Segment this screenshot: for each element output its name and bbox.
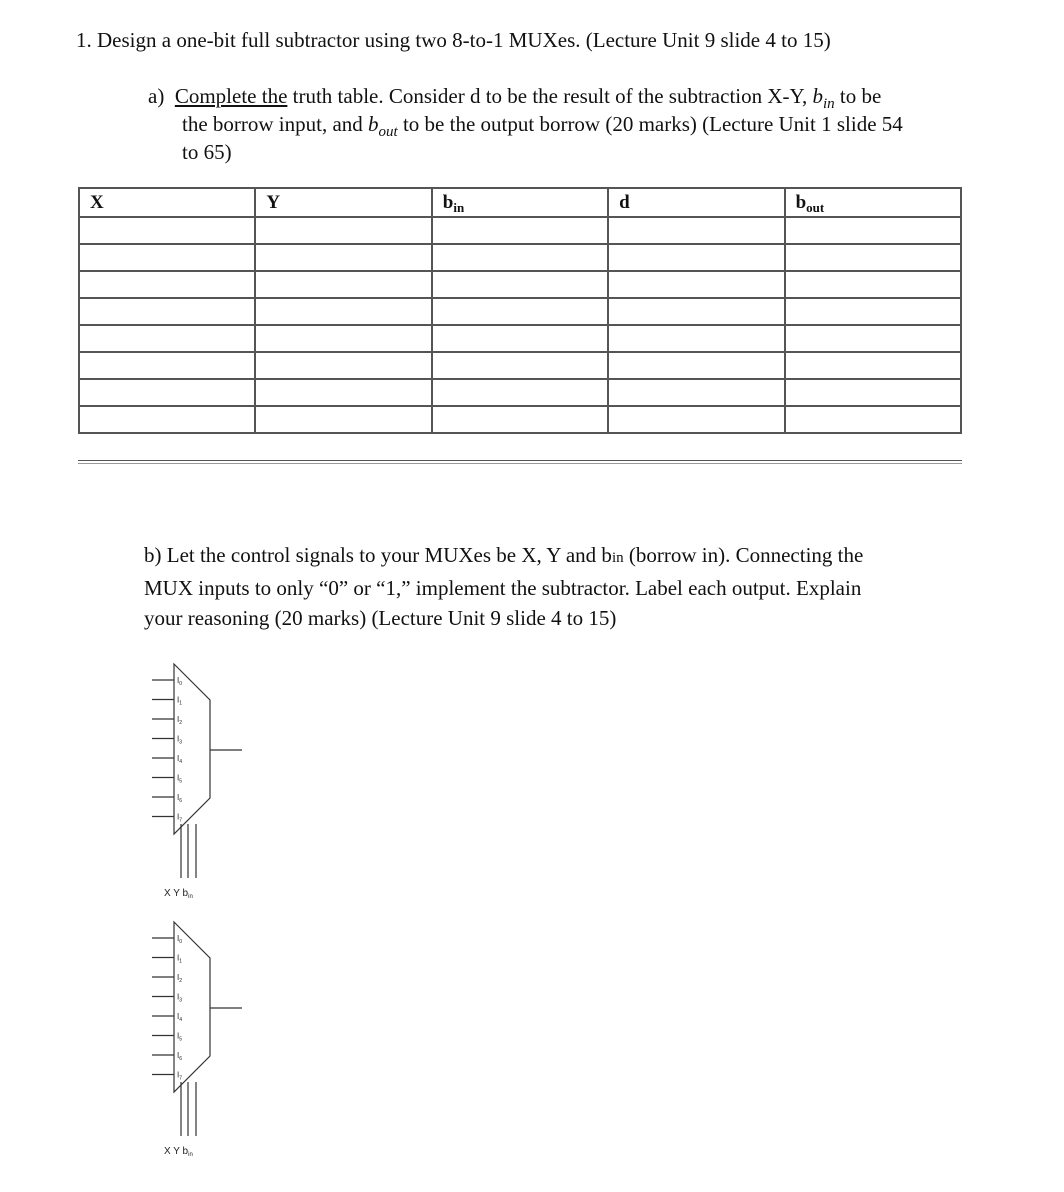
header-y-label: Y bbox=[266, 191, 281, 213]
input-index: 2 bbox=[179, 720, 183, 726]
mux-input-label bbox=[177, 993, 182, 1004]
mux-input-label bbox=[177, 1051, 182, 1062]
mux-select-label bbox=[164, 888, 193, 900]
input-prefix: I bbox=[177, 1051, 180, 1060]
header-b-out-sub: out bbox=[806, 199, 825, 215]
mux-2 bbox=[152, 922, 242, 1158]
input-prefix: I bbox=[177, 773, 180, 783]
mux-input-label bbox=[177, 1071, 182, 1082]
input-index: 0 bbox=[179, 681, 183, 687]
part-b-line-2: MUX inputs to only “0” or “1,” implement the subtractor. Label each output. Explain bbox=[144, 576, 862, 600]
mux-input-label bbox=[177, 715, 182, 726]
header-b-out-label: b bbox=[795, 191, 807, 213]
mux-input-label bbox=[177, 793, 182, 804]
mux-input-label bbox=[177, 954, 182, 965]
mux-input-label bbox=[177, 934, 182, 945]
b-in-subscript: in bbox=[822, 96, 835, 112]
input-index: 5 bbox=[179, 1036, 183, 1043]
mux-input-label bbox=[177, 1012, 182, 1023]
part-b-bin-sub: in bbox=[611, 550, 624, 566]
b-out-subscript: out bbox=[378, 124, 398, 140]
part-a-underlined-text: Complete the bbox=[174, 84, 288, 108]
mux-body bbox=[174, 664, 210, 834]
header-b-in-label: b bbox=[442, 191, 454, 213]
mux-1 bbox=[152, 664, 242, 900]
mux-input-label bbox=[177, 676, 182, 687]
input-index: 7 bbox=[179, 1075, 183, 1082]
input-index: 7 bbox=[179, 817, 183, 824]
input-index: 3 bbox=[179, 739, 183, 746]
b-var: b bbox=[812, 84, 823, 108]
part-b-line1-end: (borrow in). Connecting the bbox=[623, 543, 864, 567]
mux-input-label bbox=[177, 813, 182, 824]
part-b-line1-main: b) Let the control signals to your MUXes be X, Y and b bbox=[144, 543, 612, 567]
select-sub: in bbox=[188, 1152, 193, 1158]
select-sub: in bbox=[188, 894, 193, 900]
input-index: 2 bbox=[179, 978, 183, 984]
input-index: 1 bbox=[179, 958, 183, 965]
part-a-line2-end: to be the output borrow (20 marks) (Lecture Unit 1 slide 54 bbox=[397, 112, 903, 136]
mux-input-label bbox=[177, 696, 182, 707]
input-index: 6 bbox=[179, 1056, 183, 1062]
header-b-in-sub: in bbox=[453, 199, 465, 215]
input-index: 1 bbox=[179, 700, 183, 707]
mux-input-label bbox=[177, 754, 182, 765]
input-prefix: I bbox=[177, 953, 180, 963]
mux-input-label bbox=[177, 973, 182, 984]
part-a-line-3: to 65) bbox=[182, 140, 232, 164]
header-d-label: d bbox=[619, 191, 630, 213]
part-a-marker: a) bbox=[148, 84, 165, 108]
input-prefix: I bbox=[177, 992, 180, 1002]
select-text: X Y b bbox=[164, 888, 189, 899]
input-prefix: I bbox=[177, 934, 180, 943]
input-index: 4 bbox=[179, 1017, 183, 1023]
question-title: 1. Design a one-bit full subtractor using two 8-to-1 MUXes. (Lecture Unit 9 slide 4 to 15) bbox=[76, 28, 831, 52]
mux-input-label bbox=[177, 1032, 182, 1043]
input-prefix: I bbox=[177, 1012, 180, 1021]
part-b-line-3: your reasoning (20 marks) (Lecture Unit 9 slide 4 to 15) bbox=[144, 606, 617, 630]
input-index: 3 bbox=[179, 997, 183, 1004]
select-text: X Y b bbox=[164, 1146, 189, 1157]
input-prefix: I bbox=[177, 1070, 180, 1080]
input-prefix: I bbox=[177, 973, 180, 982]
mux-input-label bbox=[177, 774, 182, 785]
input-prefix: I bbox=[177, 695, 180, 705]
input-prefix: I bbox=[177, 812, 180, 822]
input-index: 5 bbox=[179, 778, 183, 785]
input-index: 0 bbox=[179, 939, 183, 945]
input-prefix: I bbox=[177, 754, 180, 763]
part-a-line2-start: the borrow input, and bbox=[182, 112, 369, 136]
mux-input-label bbox=[177, 735, 182, 746]
input-prefix: I bbox=[177, 734, 180, 744]
input-index: 6 bbox=[179, 798, 183, 804]
input-prefix: I bbox=[177, 793, 180, 802]
input-prefix: I bbox=[177, 676, 180, 685]
part-a-line1-end: to be bbox=[834, 84, 882, 108]
input-index: 4 bbox=[179, 759, 183, 765]
header-x-label: X bbox=[90, 191, 104, 213]
part-a-line1-rest: truth table. Consider d to be the result of the subtraction X-Y, bbox=[287, 84, 813, 108]
b-var-2: b bbox=[368, 112, 379, 136]
input-prefix: I bbox=[177, 1031, 180, 1041]
mux-body bbox=[174, 922, 210, 1092]
mux-select-label bbox=[164, 1146, 193, 1158]
input-prefix: I bbox=[177, 715, 180, 724]
